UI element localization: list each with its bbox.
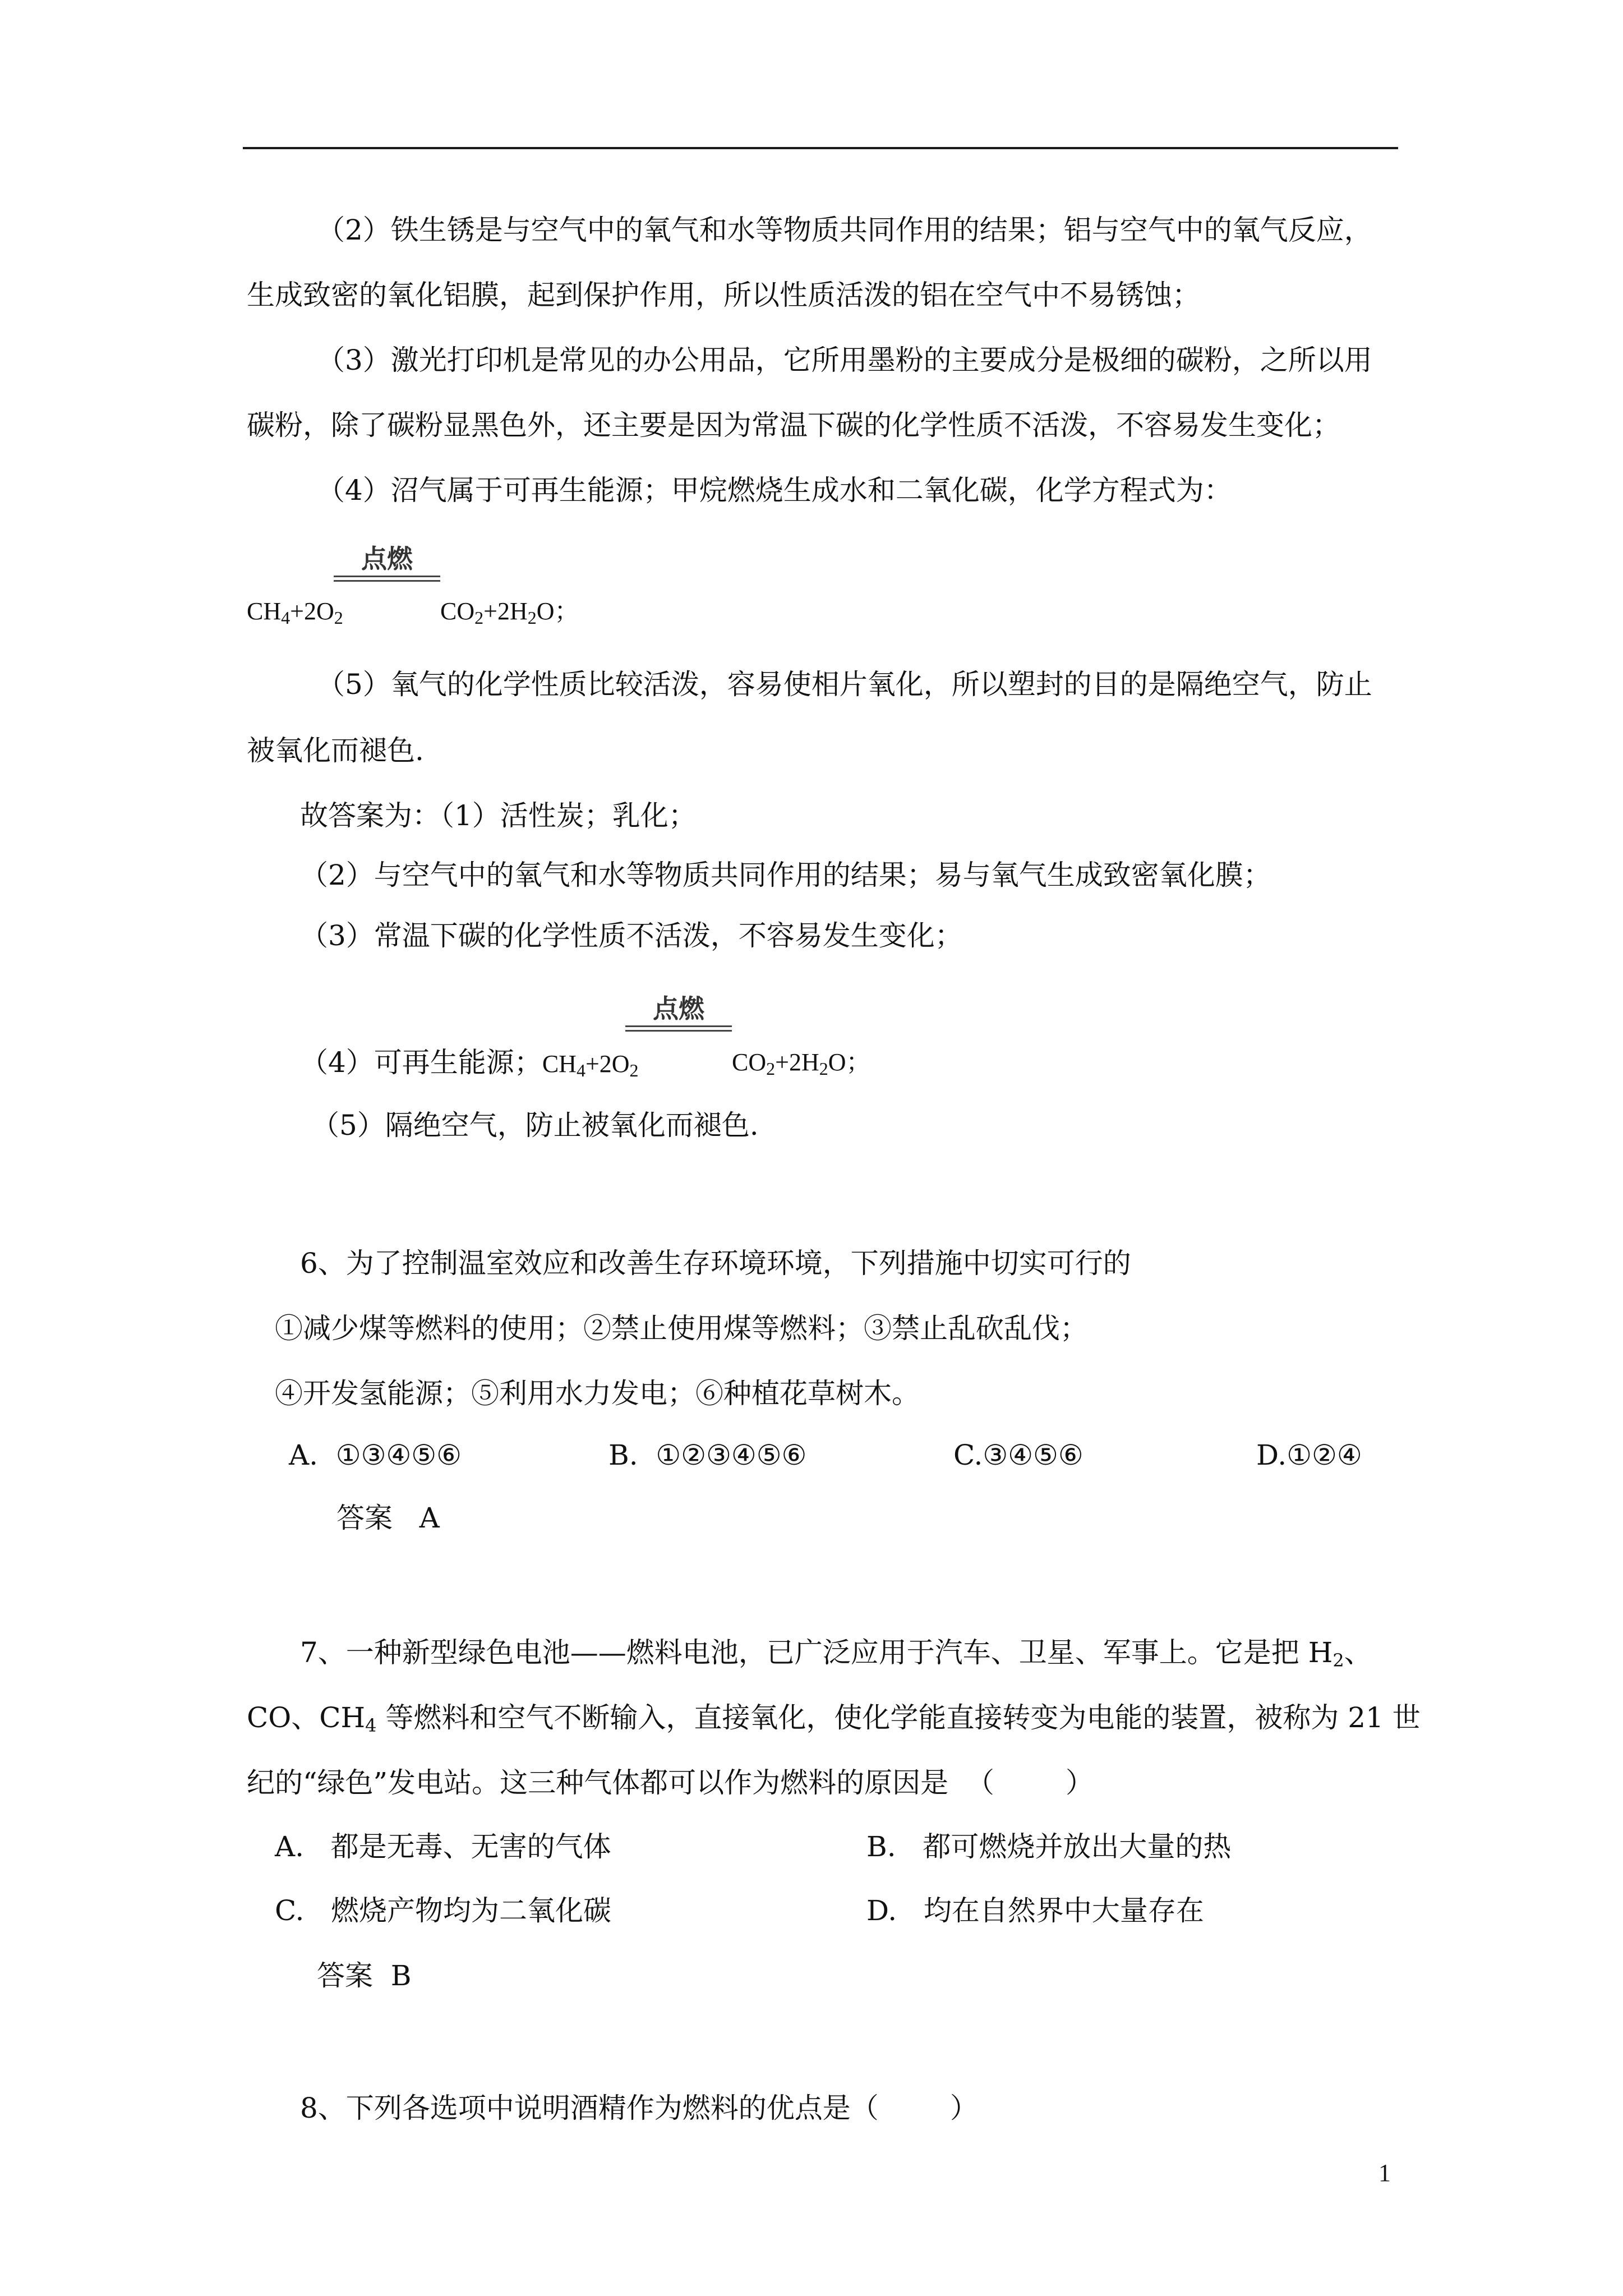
answers-a2: （2）与空气中的氧气和水等物质共同作用的结果；易与氧气生成致密氧化膜；: [300, 859, 1271, 891]
answers-a4: （4）可再生能源；$CH_4+2O_2$: [300, 1046, 639, 1080]
answers-intro: 故答案为：（1）活性炭；乳化；: [300, 799, 697, 832]
equation-condition: 点燃: [361, 544, 413, 574]
q6-option-d: D.①②④: [1256, 1439, 1362, 1471]
analysis-p3-line1: （3）激光打印机是常见的办公用品，它所用墨粉的主要成分是极细的碳粉，之所以用: [317, 344, 1372, 376]
answers-a5: （5）隔绝空气，防止被氧化而褪色.: [311, 1109, 759, 1142]
q7-option-a: A. 都是无毒、无害的气体: [275, 1830, 611, 1863]
q7-option-d: D. 均在自然界中大量存在: [866, 1894, 1204, 1927]
q7-line3: 纪的“绿色”发电站。这三种气体都可以作为燃料的原因是 （ ）: [247, 1766, 1094, 1799]
q8-stem: 8、下列各选项中说明酒精作为燃料的优点是（ ）: [300, 2092, 978, 2124]
q7-answer: 答案 B: [317, 1959, 412, 1992]
q6-option-b: B. ①②③④⑤⑥: [608, 1439, 807, 1471]
header-rule: [243, 147, 1398, 149]
q7-option-c: C. 燃烧产物均为二氧化碳: [275, 1894, 612, 1927]
analysis-p4-line1: （4）沼气属于可再生能源；甲烷燃烧生成水和二氧化碳，化学方程式为：: [317, 474, 1232, 507]
q6-line2: ①减少煤等燃料的使用；②禁止使用煤等燃料；③禁止乱砍乱伐；: [275, 1312, 1088, 1345]
answers-a3: （3）常温下碳的化学性质不活泼，不容易发生变化；: [300, 919, 963, 952]
q6-option-a: A. ①③④⑤⑥: [289, 1439, 462, 1471]
equation-double-line-top: [334, 576, 440, 577]
analysis-p2-line1: （2）铁生锈是与空气中的氧气和水等物质共同作用的结果；铝与空气中的氧气反应，: [317, 214, 1372, 246]
q6-answer: 答案 A: [336, 1502, 440, 1534]
equation-lhs: $CH_4+2O_2$: [247, 597, 343, 628]
q7-line2: CO、$CH_4$ 等燃料和空气不断输入，直接氧化，使化学能直接转变为电能的装置，被称为 21 世: [247, 1701, 1421, 1736]
equation2-double-line-top: [625, 1025, 732, 1027]
q6-line3: ④开发氢能源；⑤利用水力发电；⑥种植花草树木。: [275, 1377, 920, 1410]
analysis-p2-line2: 生成致密的氧化铝膜，起到保护作用，所以性质活泼的铝在空气中不易锈蚀；: [247, 279, 1200, 311]
q6-option-c: C.③④⑤⑥: [953, 1439, 1083, 1471]
q7-line1: 7、一种新型绿色电池——燃料电池，已广泛应用于汽车、卫星、军事上。它是把 $H_2$、: [300, 1636, 1372, 1671]
equation2-condition: 点燃: [653, 993, 704, 1024]
answers-a4-rhs: $CO_2+2H_2O$；: [732, 1048, 871, 1079]
equation-double-line-bottom: [334, 580, 440, 582]
q6-stem: 6、为了控制温室效应和改善生存环境环境，下列措施中切实可行的: [300, 1247, 1131, 1280]
equation-rhs: $CO_2+2H_2O$；: [440, 597, 579, 628]
analysis-p5-line1: （5）氧气的化学性质比较活泼，容易使相片氧化，所以塑封的目的是隔绝空气，防止: [317, 668, 1372, 701]
equation2-double-line-bottom: [625, 1030, 732, 1032]
q7-option-b: B. 都可燃烧并放出大量的热: [866, 1830, 1232, 1863]
analysis-p3-line2: 碳粉，除了碳粉显黑色外，还主要是因为常温下碳的化学性质不活泼，不容易发生变化；: [247, 409, 1340, 441]
analysis-p5-line2: 被氧化而褪色.: [247, 734, 424, 767]
page-number: 1: [1378, 2159, 1391, 2187]
